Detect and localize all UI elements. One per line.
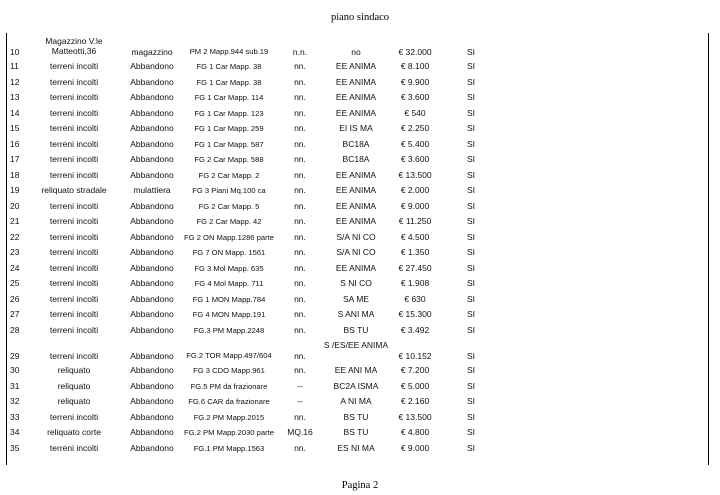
flag-cell: SI <box>466 442 476 453</box>
row-number-cell: 22 <box>10 231 20 242</box>
table-row <box>7 245 707 261</box>
estimated-value-cell: € 27.450 <box>398 262 432 273</box>
unit-cell: nn. <box>294 324 306 335</box>
property-category-cell: magazzino <box>131 47 173 57</box>
property-type-cell: terreni incolti <box>49 61 99 71</box>
flag-cell: SI <box>466 92 476 102</box>
cadastral-reference-cell: FG.2 TOR Mapp.497/604 <box>186 351 272 360</box>
unit-cell: nn. <box>294 76 306 87</box>
cadastral-reference-cell: FG 3 Piani Mq.100 ca <box>192 186 266 195</box>
property-category-cell: Abbandono <box>130 92 174 102</box>
flag-cell: SI <box>466 324 476 335</box>
table-row <box>7 36 707 59</box>
flag-cell: SI <box>466 185 476 195</box>
property-category-cell: Abbandono <box>130 309 174 319</box>
cadastral-reference-cell: FG 1 Car Mapp. 123 <box>194 108 264 118</box>
table-row <box>7 137 707 153</box>
row-number-cell: 24 <box>10 262 20 273</box>
unit-cell: nn. <box>294 123 306 133</box>
zoning-code-cell: SA ME <box>343 293 369 304</box>
property-category-cell: Abbandono <box>130 154 174 164</box>
flag-cell: SI <box>466 169 476 180</box>
estimated-value-cell: € 13.500 <box>398 169 432 180</box>
table-row <box>7 363 707 379</box>
cadastral-reference-cell: FG 1 MON Mapp.784 <box>192 294 266 304</box>
unit-cell: nn. <box>294 365 306 375</box>
unit-cell: nn. <box>294 442 306 453</box>
estimated-value-cell: € 11.250 <box>398 216 432 226</box>
row-number-cell: 31 <box>10 380 20 391</box>
property-type-cell: reliquato <box>57 365 91 375</box>
zoning-code-cell: BC18A <box>342 154 370 164</box>
unit-cell: n.n. <box>292 47 308 57</box>
table-row <box>7 394 707 410</box>
flag-cell: SI <box>466 380 476 391</box>
zoning-code-cell: A NI MA <box>340 396 372 406</box>
flag-cell: SI <box>466 309 476 319</box>
property-category-cell: Abbandono <box>130 200 174 211</box>
cadastral-reference-cell: FG 2 Car Mapp. 2 <box>198 170 260 180</box>
row-number-cell: 11 <box>10 61 19 71</box>
flag-cell: SI <box>466 365 476 375</box>
zoning-code-cell: EE ANIMA <box>335 185 377 195</box>
property-category-cell: Abbandono <box>130 262 174 273</box>
property-table <box>7 36 707 456</box>
property-category-cell: Abbandono <box>130 247 174 257</box>
unit-cell: nn. <box>294 138 306 149</box>
unit-cell: nn. <box>294 216 306 226</box>
table-row <box>7 425 707 441</box>
estimated-value-cell: € 4.800 <box>400 427 430 437</box>
table-row <box>7 106 707 122</box>
property-type-cell: Magazzino V.le Matteotti,36 <box>45 36 103 56</box>
property-type-cell: terreni incolti <box>49 154 99 164</box>
property-type-cell: reliquato <box>57 396 91 406</box>
unit-cell: nn. <box>294 278 306 288</box>
property-category-cell: Abbandono <box>130 278 174 288</box>
table-row <box>7 168 707 184</box>
table-row <box>7 152 707 168</box>
property-category-cell: Abbandono <box>130 76 174 87</box>
property-type-cell: reliquato <box>57 380 91 391</box>
property-type-cell: terreni incolti <box>49 200 99 211</box>
cadastral-reference-cell: FG 2 Car Mapp. 42 <box>196 217 262 226</box>
cadastral-reference-cell: FG.3 PM Mapp.2248 <box>193 325 265 335</box>
row-number-cell: 28 <box>10 324 20 335</box>
estimated-value-cell: € 3.600 <box>400 92 430 102</box>
flag-cell: SI <box>466 76 476 87</box>
unit-cell: MQ.16 <box>287 427 313 437</box>
cadastral-reference-cell: FG 1 Car Mapp. 114 <box>194 93 264 102</box>
flag-cell: SI <box>466 216 476 226</box>
row-number-cell: 10 <box>10 47 20 57</box>
property-type-cell: terreni incolti <box>49 92 99 102</box>
unit-cell: nn. <box>294 61 306 71</box>
flag-cell: SI <box>466 107 476 118</box>
estimated-value-cell: € 7.200 <box>400 365 430 375</box>
unit-cell: nn. <box>294 247 306 257</box>
estimated-value-cell: € 9.900 <box>400 76 430 87</box>
table-row <box>7 230 707 246</box>
table-row <box>7 214 707 230</box>
cadastral-reference-cell: FG 2 Car Mapp. 5 <box>198 201 260 211</box>
estimated-value-cell: € 2.160 <box>400 396 430 406</box>
estimated-value-cell: € 1.908 <box>400 278 430 288</box>
property-category-cell: Abbandono <box>130 427 174 437</box>
zoning-code-cell: no <box>351 47 361 57</box>
table-row <box>7 75 707 91</box>
flag-cell: SI <box>466 351 476 361</box>
zoning-code-cell: ES NI MA <box>337 442 375 453</box>
estimated-value-cell: € 32.000 <box>398 47 432 57</box>
flag-cell: SI <box>466 427 476 437</box>
table-row <box>7 59 707 75</box>
property-type-cell: reliquato stradale <box>41 185 107 195</box>
flag-cell: SI <box>466 278 476 288</box>
property-category-cell: Abbandono <box>130 61 174 71</box>
zoning-code-cell: BC2A ISMA <box>333 380 379 391</box>
property-type-cell: terreni incolti <box>49 247 99 257</box>
table-row <box>7 90 707 106</box>
flag-cell: SI <box>466 247 476 257</box>
cadastral-reference-cell: FG.5 PM da frazionare <box>190 381 268 391</box>
property-type-cell: terreni incolti <box>49 411 99 422</box>
zoning-code-cell: BC18A <box>342 138 370 149</box>
property-type-cell: terreni incolti <box>49 169 99 180</box>
cadastral-reference-cell: FG.2 PM Mapp.2030 parte <box>184 428 274 437</box>
page-title: piano sindaco <box>330 12 390 23</box>
row-number-cell: 29 <box>10 351 20 361</box>
estimated-value-cell: € 5.000 <box>400 380 430 391</box>
property-type-cell: terreni incolti <box>49 351 99 361</box>
estimated-value-cell: € 15.300 <box>398 309 432 319</box>
flag-cell: SI <box>466 293 476 304</box>
cadastral-reference-cell: FG 1 Car Mapp. 587 <box>194 139 264 149</box>
cadastral-reference-cell: FG 2 Car Mapp. 588 <box>194 155 264 164</box>
property-type-cell: terreni incolti <box>49 107 99 118</box>
cadastral-reference-cell: FG 1 Car Mapp. 38 <box>196 62 262 71</box>
estimated-value-cell: € 9.000 <box>400 442 430 453</box>
row-number-cell: 19 <box>10 185 20 195</box>
zoning-code-cell: BS TU <box>343 324 369 335</box>
unit-cell: nn. <box>294 154 306 164</box>
unit-cell: nn. <box>294 262 306 273</box>
property-category-cell: Abbandono <box>130 293 174 304</box>
table-row <box>7 410 707 426</box>
row-number-cell: 17 <box>10 154 20 164</box>
estimated-value-cell: € 13.500 <box>398 411 432 422</box>
unit-cell: nn. <box>294 200 306 211</box>
cadastral-reference-cell: PM 2 Mapp.944 sub.19 <box>189 47 269 56</box>
property-type-cell: terreni incolti <box>49 309 99 319</box>
table-row <box>7 261 707 277</box>
unit-cell: nn. <box>294 293 306 304</box>
estimated-value-cell: € 2.250 <box>400 123 430 133</box>
unit-cell: nn. <box>294 185 306 195</box>
table-row <box>7 379 707 395</box>
estimated-value-cell: € 10.152 <box>398 351 432 361</box>
table-row <box>7 323 707 339</box>
row-number-cell: 20 <box>10 200 20 211</box>
row-number-cell: 30 <box>10 365 20 375</box>
property-type-cell: terreni incolti <box>49 123 99 133</box>
table-row <box>7 121 707 137</box>
table-row <box>7 338 707 363</box>
flag-cell: SI <box>466 154 476 164</box>
flag-cell: SI <box>466 123 476 133</box>
zoning-code-cell: S ANI MA <box>337 309 375 319</box>
row-number-cell: 32 <box>10 396 20 406</box>
estimated-value-cell: € 3.600 <box>400 154 430 164</box>
estimated-value-cell: € 4.500 <box>400 231 430 242</box>
zoning-code-cell: S /ES/EE ANIMA <box>323 340 389 350</box>
table-row <box>7 199 707 215</box>
row-number-cell: 33 <box>10 411 20 422</box>
estimated-value-cell: € 2.000 <box>400 185 430 195</box>
cadastral-reference-cell: FG 7 ON Mapp. 1561 <box>192 248 266 257</box>
property-category-cell: Abbandono <box>130 138 174 149</box>
property-type-cell: terreni incolti <box>49 278 99 288</box>
flag-cell: SI <box>466 200 476 211</box>
unit-cell: -- <box>297 380 303 391</box>
property-category-cell: Abbandono <box>130 123 174 133</box>
table-row <box>7 276 707 292</box>
cadastral-reference-cell: FG 3 CDO Mapp.961 <box>193 366 265 375</box>
unit-cell: nn. <box>294 411 306 422</box>
cadastral-reference-cell: FG 1 Car Mapp. 259 <box>194 124 264 133</box>
zoning-code-cell: BS TU <box>343 427 369 437</box>
property-type-cell: terreni incolti <box>49 262 99 273</box>
row-number-cell: 26 <box>10 293 20 304</box>
row-number-cell: 14 <box>10 107 20 118</box>
flag-cell: SI <box>466 396 476 406</box>
zoning-code-cell: S NI CO <box>340 278 372 288</box>
table-row <box>7 307 707 323</box>
flag-cell: SI <box>466 411 476 422</box>
zoning-code-cell: EE ANIMA <box>335 92 377 102</box>
zoning-code-cell: S/A NI CO <box>336 247 376 257</box>
property-type-cell: terreni incolti <box>49 324 99 335</box>
row-number-cell: 13 <box>10 92 20 102</box>
page-footer: Pagina 2 <box>341 480 379 491</box>
estimated-value-cell: € 540 <box>404 107 426 118</box>
zoning-code-cell: EE ANIMA <box>335 61 377 71</box>
property-category-cell: Abbandono <box>130 380 174 391</box>
flag-cell: SI <box>466 262 476 273</box>
unit-cell: -- <box>297 396 303 406</box>
row-number-cell: 15 <box>10 123 20 133</box>
property-category-cell: Abbandono <box>130 216 174 226</box>
estimated-value-cell: € 8.100 <box>400 61 430 71</box>
cadastral-reference-cell: FG.2 PM Mapp.2015 <box>193 412 265 422</box>
property-category-cell: Abbandono <box>130 442 174 453</box>
property-type-cell: terreni incolti <box>49 231 99 242</box>
row-number-cell: 12 <box>10 76 20 87</box>
cadastral-reference-cell: FG 1 Car Mapp. 38 <box>196 77 262 87</box>
property-type-cell: terreni incolti <box>49 138 99 149</box>
zoning-code-cell: EE ANIMA <box>335 200 377 211</box>
property-category-cell: Abbandono <box>130 231 174 242</box>
property-category-cell: Abbandono <box>130 324 174 335</box>
property-category-cell: Abbandono <box>130 396 174 406</box>
property-type-cell: reliquato corte <box>47 427 101 437</box>
property-category-cell: Abbandono <box>130 351 174 361</box>
cadastral-reference-cell: FG 4 MON Mapp.191 <box>192 310 266 319</box>
row-number-cell: 34 <box>10 427 20 437</box>
zoning-code-cell: S/A NI CO <box>336 231 376 242</box>
flag-cell: SI <box>466 138 476 149</box>
estimated-value-cell: € 9.000 <box>400 200 430 211</box>
zoning-code-cell: EI IS MA <box>339 123 373 133</box>
estimated-value-cell: € 3.492 <box>400 324 430 335</box>
row-number-cell: 16 <box>10 138 20 149</box>
cadastral-reference-cell: FG 3 Mol Mapp. 635 <box>194 263 264 273</box>
zoning-code-cell: EE ANIMA <box>335 216 377 226</box>
cadastral-reference-cell: FG.6 CAR da frazionare <box>188 397 270 406</box>
table-row <box>7 292 707 308</box>
zoning-code-cell: EE ANI MA <box>334 365 378 375</box>
property-type-cell: terreni incolti <box>49 442 99 453</box>
property-type-cell: terreni incolti <box>49 76 99 87</box>
unit-cell: nn. <box>294 231 306 242</box>
estimated-value-cell: € 1.350 <box>400 247 430 257</box>
property-category-cell: Abbandono <box>130 107 174 118</box>
zoning-code-cell: EE ANIMA <box>335 76 377 87</box>
flag-cell: SI <box>466 231 476 242</box>
zoning-code-cell: EE ANIMA <box>335 169 377 180</box>
unit-cell: nn. <box>294 351 306 361</box>
zoning-code-cell: BS TU <box>343 411 369 422</box>
property-category-cell: Abbandono <box>130 365 174 375</box>
cadastral-reference-cell: FG.1 PM Mapp.1563 <box>193 443 265 453</box>
property-type-cell: terreni incolti <box>49 216 99 226</box>
row-number-cell: 18 <box>10 169 20 180</box>
row-number-cell: 21 <box>10 216 20 226</box>
row-number-cell: 25 <box>10 278 20 288</box>
unit-cell: nn. <box>294 309 306 319</box>
unit-cell: nn. <box>294 92 306 102</box>
row-number-cell: 23 <box>10 247 20 257</box>
zoning-code-cell: EE ANIMA <box>335 262 377 273</box>
cadastral-reference-cell: FG 2 ON Mapp.1286 parte <box>184 232 274 242</box>
row-number-cell: 27 <box>10 309 20 319</box>
zoning-code-cell: EE ANIMA <box>335 107 377 118</box>
property-category-cell: Abbandono <box>130 169 174 180</box>
row-number-cell: 35 <box>10 442 20 453</box>
table-row <box>7 183 707 199</box>
property-type-cell: terreni incolti <box>49 293 99 304</box>
estimated-value-cell: € 630 <box>404 293 426 304</box>
table-right-border <box>708 33 709 465</box>
estimated-value-cell: € 5.400 <box>400 138 430 149</box>
flag-cell: SI <box>466 47 476 57</box>
flag-cell: SI <box>466 61 476 71</box>
cadastral-reference-cell: FG 4 Mol Mapp. 711 <box>194 279 264 288</box>
property-category-cell: Abbandono <box>130 411 174 422</box>
unit-cell: nn. <box>294 169 306 180</box>
unit-cell: nn. <box>294 107 306 118</box>
property-category-cell: mulattiera <box>133 185 171 195</box>
table-row <box>7 441 707 457</box>
